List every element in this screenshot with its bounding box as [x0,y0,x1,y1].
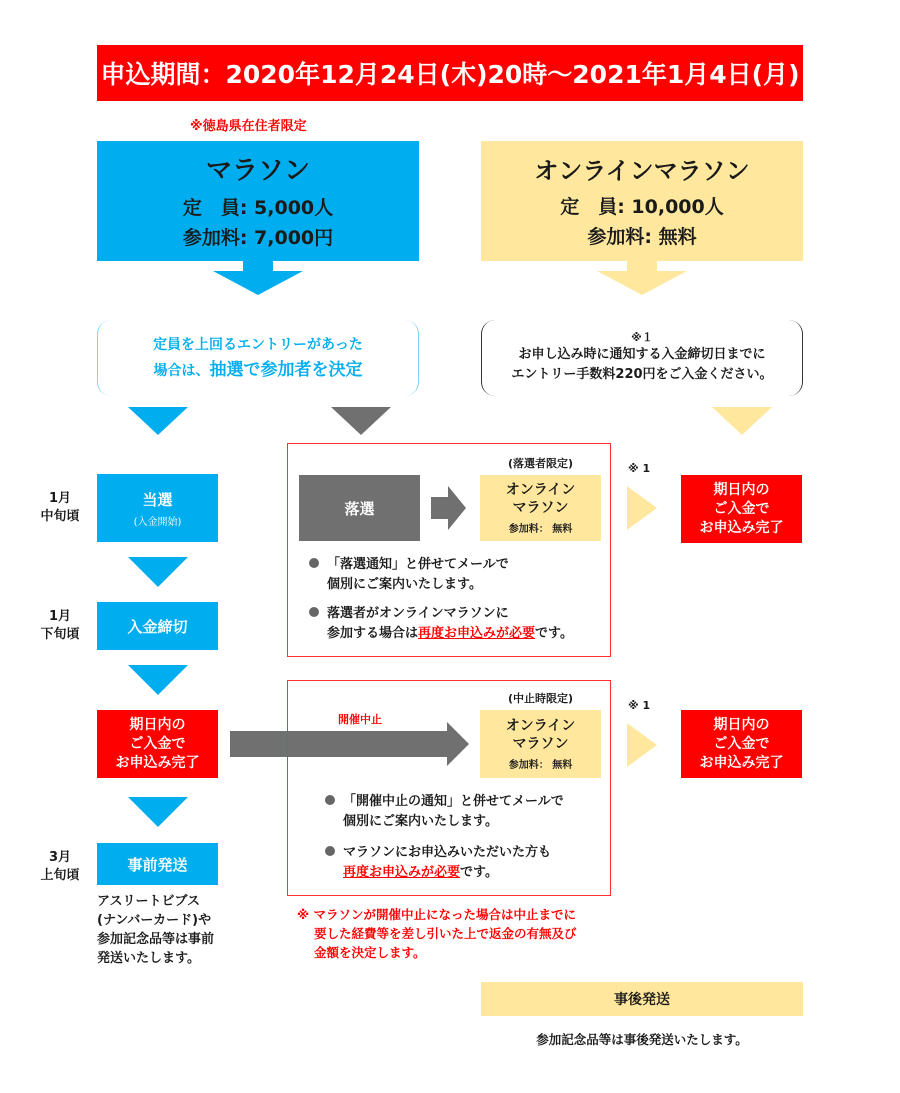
time-jan-late-period: 下旬頃 [40,627,80,642]
bullet-dot-icon [309,607,319,617]
complete-right-2-line2: ご入金で [713,735,770,752]
lose-bullet-2-red: 再度お申込みが必要 [418,626,536,641]
arrow-down-blue-4-icon [128,797,188,827]
win-title: 当選 [142,490,173,509]
online-fee-note-line2: エントリー手数料220円をご入金ください。 [511,367,773,382]
lose-online-box [480,475,601,541]
cancel-note [297,905,627,962]
lose-bullet-2-line1: 落選者がオンラインマラソンに [327,606,509,621]
time-jan-late-month: 1月 [48,609,72,624]
lose-bullet-1 [309,555,599,595]
lottery-line1: 定員を上回るエントリーがあった [153,336,363,353]
complete-left-box [97,710,218,778]
online-box [481,141,803,261]
pre-ship-box [97,843,218,885]
win-box [97,474,218,542]
time-mar-early [30,849,90,885]
complete-right-1-box [681,475,802,543]
lose-bullet-2 [309,604,609,644]
payment-deadline-box [97,602,218,650]
complete-left-line1: 期日内の [129,716,186,733]
lose-bullet-1-line1: 「落選通知」と併せてメールで [327,557,509,572]
cancel-bullet-1-line2: 個別にご案内いたします。 [343,814,498,829]
payment-deadline-label: 入金締切 [127,617,188,636]
arrow-down-blue-2-icon [128,557,188,587]
cancel-online-fee: 参加料： 無料 [508,760,573,771]
time-mar-early-month: 3月 [48,850,72,865]
complete-right-2-line3: お申込み完了 [699,754,784,771]
complete-right-1-line2: ご入金で [713,500,770,517]
time-jan-mid [30,490,90,526]
arrow-right-yellow-2-icon [627,723,657,767]
arrow-down-gray-icon [331,407,391,435]
arrow-down-blue-3-icon [128,665,188,695]
pre-ship-desc-line2: (ナンバーカード)や [97,913,212,928]
cancel-bullet-1 [325,792,605,832]
cancel-online-title1: オンライン [505,718,576,734]
cancel-bullet-2-line2 [325,863,605,883]
marathon-box [97,141,419,261]
lose-bullet-2-line2 [309,624,609,644]
complete-right-1-line1: 期日内の [713,481,770,498]
time-mar-early-period: 上旬頃 [40,868,80,883]
lottery-note [97,320,419,396]
cancel-label: 開催中止 [338,713,382,726]
post-ship-box [481,982,803,1016]
complete-right-2-line1: 期日内の [713,716,770,733]
marathon-fee: 参加料: 7,000円 [182,226,334,249]
note-mark-1: ※ 1 [628,462,651,475]
pre-ship-desc [97,892,247,968]
online-fee-note [481,320,803,396]
online-title: オンラインマラソン [534,156,750,185]
lottery-line2-plain: 場合は、 [153,362,210,379]
cancel-online-box [480,710,601,778]
lottery-line2-bold: 抽選で参加者を決定 [209,359,363,380]
post-ship-label: 事後発送 [614,992,670,1008]
complete-left-line2: ご入金で [129,735,186,752]
win-sub: (入金開始) [133,516,182,528]
cancel-limited: (中止時限定) [507,692,574,705]
cancel-bullet-2-line1: マラソンにお申込みいただいた方も [343,845,552,860]
note-mark-2: ※ 1 [628,699,651,712]
complete-right-1-line3: お申込み完了 [699,519,784,536]
cancel-note-line2: 要した経費等を差し引いた上で返金の有無及び [314,926,577,941]
lose-arrow-icon [448,486,466,530]
bullet-dot-icon [325,795,335,805]
cancel-bullet-2 [325,843,605,883]
pre-ship-desc-line1: アスリートビブス [97,894,200,909]
bullet-dot-icon [309,558,319,568]
cancel-note-line1: ※ マラソンが開催中止になった場合は中止までに [297,907,577,922]
online-arrow-icon [597,271,687,295]
arrow-right-yellow-1-icon [627,486,657,530]
resident-note: ※徳島県在住者限定 [190,119,307,134]
time-jan-late [30,608,90,644]
pre-ship-desc-line3: 参加記念品等は事前 [97,932,215,947]
lose-bullet-2-post: です。 [535,626,573,641]
lose-online-title2: マラソン [512,500,569,516]
lose-bullet-2-pre: 参加する場合は [327,626,419,641]
arrow-down-yellow-icon [712,407,772,435]
cancel-online-title2: マラソン [512,736,569,752]
lottery-line2 [154,357,363,384]
cancel-bullet-1-line1: 「開催中止の通知」と併せてメールで [343,794,564,809]
online-fee-note-mark: ※１ [631,331,653,344]
time-jan-mid-month: 1月 [48,491,72,506]
cancel-note-line3: 金額を決定します。 [314,945,426,960]
period-text: 申込期間：2020年12月24日(木)20時〜2021年1月4日(月) [100,60,800,89]
lose-bullet-1-line2: 個別にご案内いたします。 [327,577,482,592]
time-jan-mid-period: 中旬頃 [40,509,80,524]
pre-ship-desc-line4: 発送いたします。 [97,951,200,966]
arrow-down-blue-1-icon [128,407,188,435]
online-capacity: 定 員: 10,000人 [560,195,724,218]
period-banner [97,45,803,101]
post-ship-desc: 参加記念品等は事後発送いたします。 [536,1032,748,1047]
lose-online-fee: 参加料： 無料 [508,524,573,535]
lose-limited: (落選者限定) [507,457,574,470]
lose-arrow-stem [431,497,449,519]
bullet-dot-icon [325,846,335,856]
lose-label: 落選 [344,499,375,518]
lose-online-title1: オンライン [505,482,576,498]
cancel-bullet-2-post: です。 [460,865,498,880]
online-fee: 参加料: 無料 [587,225,697,248]
marathon-arrow-icon [213,271,303,295]
cancel-bullet-2-red: 再度お申込みが必要 [343,865,461,880]
marathon-capacity: 定 員: 5,000人 [182,196,334,219]
pre-ship-label: 事前発送 [127,855,188,874]
lose-box [299,475,420,541]
online-fee-note-line1: お申し込み時に通知する入金締切日までに [518,347,766,362]
complete-left-line3: お申込み完了 [115,754,200,771]
marathon-title: マラソン [205,155,310,186]
complete-right-2-box [681,710,802,778]
